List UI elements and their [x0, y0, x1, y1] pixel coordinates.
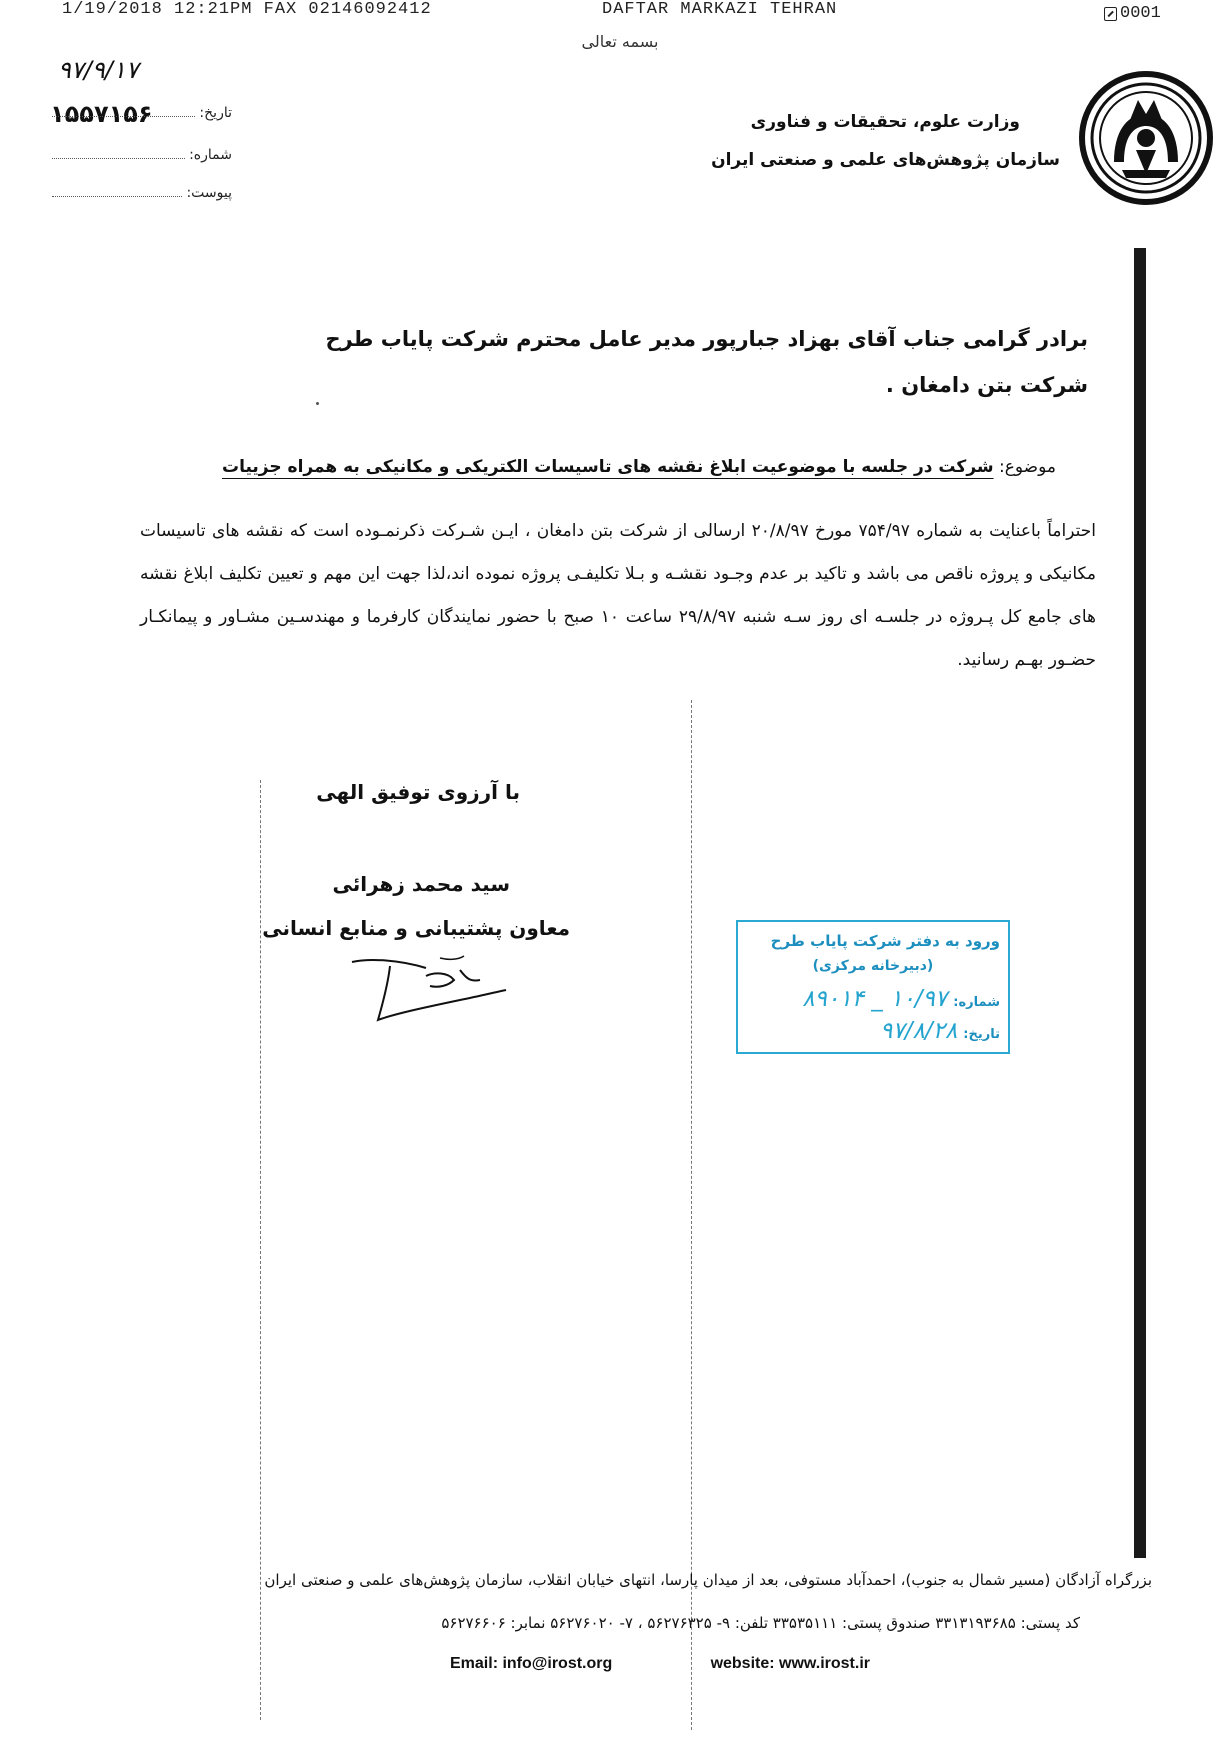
received-stamp: [736, 920, 1010, 1054]
letter-salutation: برادر گرامی جناب آقای بهزاد جبارپور مدیر عامل محترم شرکت پایاب طرح شرکت بتن دامغان .: [325, 327, 1088, 397]
signer-title: معاون پشتیبانی و منابع انسانی: [262, 916, 570, 940]
fax-page-value: 0001: [1120, 4, 1161, 23]
meta-date-dots: [52, 104, 195, 117]
page-edit-icon: [1104, 7, 1117, 21]
stamp-date-row: [746, 1018, 1000, 1044]
meta-date-field: [52, 104, 232, 121]
meta-attachment-label: پیوست:: [186, 185, 232, 201]
meta-attachment-dots: [52, 184, 182, 197]
stamp-date-value: ۹۷/۸/۲۸: [880, 1018, 958, 1044]
subject-label: موضوع:: [999, 457, 1056, 477]
letter-closing: با آرزوی توفیق الهی: [316, 780, 520, 804]
handwritten-number: ۱۵۵۷۱۵۶: [50, 100, 153, 128]
bismillah: بسمه تعالی: [581, 32, 659, 51]
meta-number-field: [52, 146, 232, 163]
stamp-number-row: [746, 986, 1000, 1012]
footer-address: بزرگراه آزادگان (مسیر شمال به جنوب)، احمدآباد مستوفی، بعد از میدان پارسا، انتهای خیابان انقلاب، سازمان پژوهش‌های علمی و صنعتی ایران: [264, 1571, 1152, 1589]
meta-attachment-field: [52, 184, 232, 201]
fax-header-datetime: 1/19/2018 12:21PM FAX 02146092412: [62, 0, 432, 19]
right-margin-bar: [1134, 248, 1146, 1558]
signer-name: سید محمد زهرائی: [332, 872, 510, 896]
irost-logo-icon: [1078, 70, 1214, 206]
stamp-date-label: تاریخ:: [963, 1027, 1000, 1042]
scan-speck: [316, 402, 319, 405]
letter-body: احتراماً باعنایت به شماره ۷۵۴/۹۷ مورخ ۲۰/۸/۹۷ ارسالی از شرکت بتن دامغان ، ایـن شـرکت ذکرنمـوده است که نقشه های تاسیسات مکانیکی و پروژه ناقص می باشد و تاکید بر عدم وجـود نقشـه و بـلا تکلیفـی پروژه نموده اند،لذا جهت این مهم و تعیین تکلیف ابلاغ نقشه های جامع کل پـروژه در جلسـه ای روز سـه شنبه ۲۹/۸/۹۷ ساعت ۱۰ صبح با حضور نمایندگان کارفرما و مهندسـین مشـاور و پیمانکـار حضـور بهـم رسانید.: [140, 521, 1096, 670]
stamp-number-label: شماره:: [953, 995, 1000, 1010]
meta-number-dots: [52, 146, 185, 159]
letter-subject: [160, 450, 1056, 484]
subject-text: شرکت در جلسه با موضوعیت ابلاغ نقشه های تاسیسات الکتریکی و مکانیکی به همراه جزییات: [222, 457, 994, 477]
footer-contact-codes: کد پستی: ۳۳۱۳۱۹۳۶۸۵ صندوق پستی: ۳۳۵۳۵۱۱۱ تلفن: ۹- ۵۶۲۷۶۳۲۵ ، ۷- ۵۶۲۷۶۰۲۰ نمابر: ۵۶۲۷۶۶۰۶: [441, 1614, 1080, 1632]
stamp-subtitle: (دبیرخانه مرکزی): [812, 958, 934, 974]
footer-web: [450, 1655, 870, 1673]
meta-date-label: تاریخ:: [199, 105, 232, 121]
meta-number-label: شماره:: [189, 147, 232, 163]
footer-website[interactable]: website: www.irost.ir: [710, 1655, 870, 1672]
handwritten-date: ۹۷/۹/۱۷: [58, 56, 139, 84]
organization-name: سازمان پژوهش‌های علمی و صنعتی ایران: [711, 150, 1060, 170]
footer-email[interactable]: Email: info@irost.org: [450, 1655, 613, 1672]
fax-header-office: DAFTAR MARKAZI TEHRAN: [602, 0, 838, 19]
fax-page-number: [1104, 4, 1161, 23]
stamp-number-value: ۸۹۰۱۴ _ ۱۰/۹۷: [802, 986, 948, 1012]
handwritten-signature: [330, 950, 510, 1030]
stamp-title: ورود به دفتر شرکت پایاب طرح: [770, 932, 1000, 950]
ministry-name: وزارت علوم، تحقیقات و فناوری: [750, 112, 1020, 132]
